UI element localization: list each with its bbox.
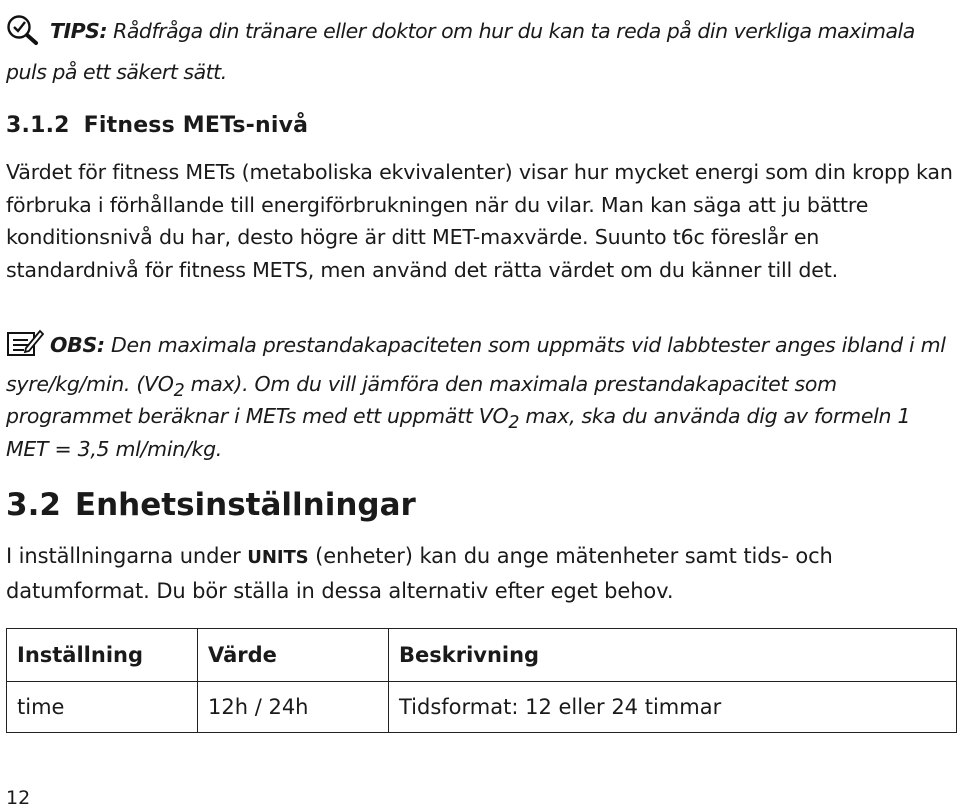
cell-description: Tidsformat: 12 eller 24 timmar: [389, 682, 957, 733]
section-312-number: 3.1.2: [6, 113, 70, 138]
tips-text: Rådfråga din tränare eller doktor om hur du kan ta reda på din verkliga maximala puls på ett säkert sätt.: [6, 19, 915, 84]
section-32-title: Enhetsinställningar: [74, 487, 416, 523]
tips-note: [6, 14, 956, 89]
obs-note: [6, 328, 956, 465]
section-312-heading: [6, 113, 308, 138]
tips-label: TIPS:: [50, 19, 108, 43]
settings-table: [6, 628, 957, 733]
page-number: 12: [6, 787, 31, 809]
magnifier-check-icon: [6, 14, 44, 56]
table-row: [7, 682, 957, 733]
obs-text-2: max). Om du vill jämföra den maximala prestandakapacitet som programmet beräknar i METs med ett uppmätt VO: [6, 371, 837, 428]
section-32-body-after: (enheter) kan du ange mätenheter samt tids- och datumformat. Du bör ställa in dessa alternativ efter eget behov.: [6, 544, 833, 603]
obs-text-3: max, ska du använda dig av formeln 1 MET = 3,5 ml/min/kg.: [6, 404, 911, 461]
obs-text-1: Den maximala prestandakapaciteten som uppmäts vid labbtester anges ibland i ml syre/kg/min. (VO: [6, 333, 946, 396]
section-312-title: Fitness METs-nivå: [83, 113, 309, 138]
obs-label: OBS:: [50, 333, 105, 357]
section-32-body: [6, 540, 956, 607]
section-32-heading: [6, 487, 416, 523]
units-keyword: UNITS: [247, 547, 309, 568]
obs-subscript-2: 2: [508, 413, 520, 434]
header-varde: Värde: [198, 629, 389, 682]
table-header-row: [7, 629, 957, 682]
header-installning: Inställning: [7, 629, 198, 682]
section-312-body: Värdet för fitness METs (metaboliska ekvivalenter) visar hur mycket energi som din kropp kan förbruka i förhållande till energiförbrukningen när du vilar. Man kan säga att ju bättre konditionsnivå du har, desto högre är ditt MET-maxvärde. Suunto t6c föreslår en standardnivå för fitness METS, men använd det rätta värdet om du känner till det.: [6, 160, 953, 282]
header-beskrivning: Beskrivning: [389, 629, 957, 682]
section-32-number: 3.2: [6, 487, 61, 523]
cell-setting: time: [7, 682, 198, 733]
section-32-body-before: I inställningarna under: [6, 544, 248, 568]
note-pencil-icon: [6, 328, 44, 368]
obs-subscript-1: 2: [173, 380, 185, 401]
cell-value: 12h / 24h: [198, 682, 389, 733]
